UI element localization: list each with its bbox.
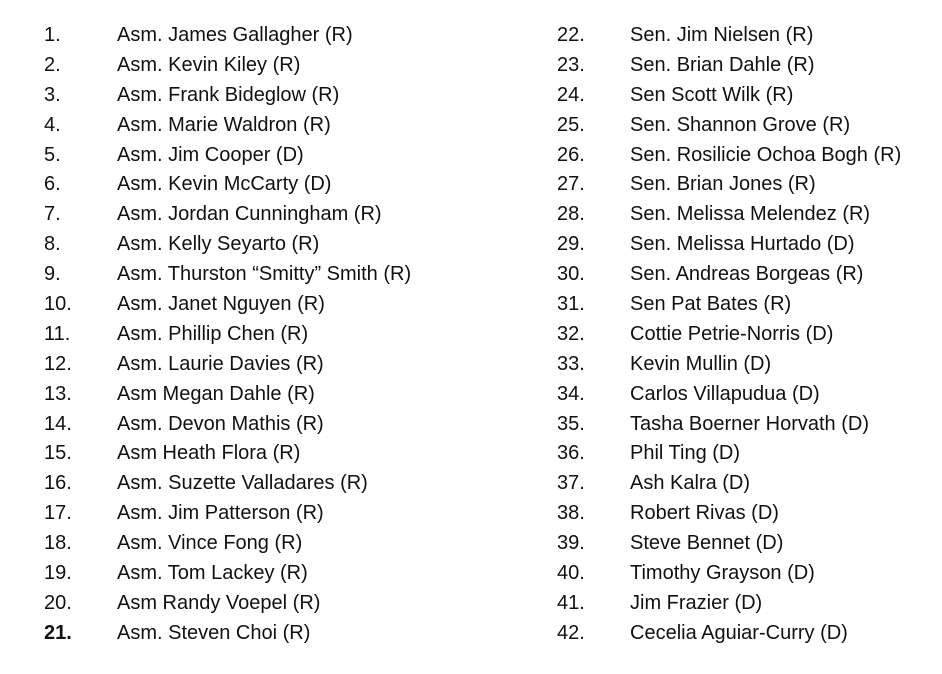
item-number: 13. [44, 382, 72, 405]
item-number: 40. [557, 562, 585, 585]
item-number: 6. [44, 173, 61, 196]
item-number: 30. [557, 263, 585, 286]
legislator-name: Asm. Jordan Cunningham (R) [117, 203, 382, 226]
legislator-name: Sen Scott Wilk (R) [630, 83, 794, 106]
legislator-name: Cecelia Aguiar-Curry (D) [630, 621, 848, 644]
item-number: 12. [44, 352, 72, 375]
item-number: 31. [557, 293, 585, 316]
legislator-name: Asm. Tom Lackey (R) [117, 562, 308, 585]
list-item [557, 200, 937, 230]
legislator-name: Asm. Kevin Kiley (R) [117, 53, 301, 76]
item-number: 34. [557, 382, 585, 405]
list-item [44, 170, 504, 200]
list-item [557, 230, 937, 260]
item-number: 15. [44, 442, 72, 465]
list-item [44, 529, 504, 559]
item-number: 20. [44, 591, 72, 614]
item-number: 3. [44, 83, 61, 106]
item-number: 2. [44, 53, 61, 76]
left-column-list [44, 21, 504, 649]
legislator-name: Ash Kalra (D) [630, 472, 751, 495]
legislator-name: Sen. Melissa Hurtado (D) [630, 233, 855, 256]
item-number: 8. [44, 233, 61, 256]
list-item [557, 469, 937, 499]
legislator-name: Sen. Brian Dahle (R) [630, 53, 815, 76]
list-item [557, 529, 937, 559]
legislator-name: Asm Megan Dahle (R) [117, 382, 315, 405]
list-item [557, 619, 937, 649]
list-item [557, 499, 937, 529]
list-item [557, 290, 937, 320]
item-number: 16. [44, 472, 72, 495]
legislator-name: Asm. Vince Fong (R) [117, 532, 303, 555]
legislator-name: Sen. Brian Jones (R) [630, 173, 816, 196]
legislator-name: Phil Ting (D) [630, 442, 741, 465]
item-number: 22. [557, 24, 585, 46]
item-number: 37. [557, 472, 585, 495]
list-item [44, 260, 504, 290]
item-number: 9. [44, 263, 61, 286]
item-number: 35. [557, 412, 585, 435]
legislator-name: Asm. Marie Waldron (R) [117, 113, 331, 136]
item-number: 26. [557, 143, 585, 166]
legislator-name: Asm. Suzette Valladares (R) [117, 472, 368, 495]
legislator-name: Jim Frazier (D) [630, 591, 763, 614]
legislator-name: Sen. Rosilicie Ochoa Bogh (R) [630, 143, 902, 166]
list-item [557, 380, 937, 410]
list-item [44, 141, 504, 171]
list-item [44, 589, 504, 619]
legislator-name: Asm. James Gallagher (R) [117, 24, 353, 46]
legislator-name: Asm. Janet Nguyen (R) [117, 293, 325, 316]
item-number: 24. [557, 83, 585, 106]
list-item [44, 619, 504, 649]
item-number: 21. [44, 621, 72, 644]
item-number: 19. [44, 562, 72, 585]
item-number: 38. [557, 502, 585, 525]
list-item [44, 380, 504, 410]
list-item [44, 350, 504, 380]
legislator-name: Asm. Thurston “Smitty” Smith (R) [117, 263, 412, 286]
legislator-name: Steve Bennet (D) [630, 532, 784, 555]
list-item [557, 111, 937, 141]
list-item [44, 51, 504, 81]
item-number: 11. [44, 322, 71, 345]
legislator-name: Asm. Kevin McCarty (D) [117, 173, 332, 196]
legislator-name: Cottie Petrie-Norris (D) [630, 322, 834, 345]
item-number: 7. [44, 203, 61, 226]
item-number: 1. [44, 24, 61, 46]
list-item [557, 350, 937, 380]
item-number: 42. [557, 621, 585, 644]
list-item [44, 499, 504, 529]
legislator-name: Robert Rivas (D) [630, 502, 779, 525]
right-column-list [557, 21, 937, 649]
list-item [44, 469, 504, 499]
legislator-name: Asm. Phillip Chen (R) [117, 322, 309, 345]
item-number: 32. [557, 322, 585, 345]
legislator-name: Asm Heath Flora (R) [117, 442, 301, 465]
list-item [44, 410, 504, 440]
list-item [44, 200, 504, 230]
item-number: 39. [557, 532, 585, 555]
item-number: 5. [44, 143, 61, 166]
list-item [44, 111, 504, 141]
item-number: 36. [557, 442, 585, 465]
item-number: 14. [44, 412, 72, 435]
list-item [557, 81, 937, 111]
item-number: 17. [44, 502, 72, 525]
list-item [44, 21, 504, 51]
list-item [557, 410, 937, 440]
list-item [557, 589, 937, 619]
list-item [44, 290, 504, 320]
item-number: 29. [557, 233, 585, 256]
legislator-name: Sen Pat Bates (R) [630, 293, 792, 316]
list-item [557, 141, 937, 171]
legislator-name: Tasha Boerner Horvath (D) [630, 412, 869, 435]
legislator-name: Sen. Jim Nielsen (R) [630, 24, 814, 46]
legislator-name: Asm. Kelly Seyarto (R) [117, 233, 320, 256]
list-item [557, 21, 937, 51]
item-number: 25. [557, 113, 585, 136]
list-item [44, 320, 504, 350]
list-item [44, 559, 504, 589]
legislator-name: Kevin Mullin (D) [630, 352, 772, 375]
item-number: 4. [44, 113, 61, 136]
item-number: 33. [557, 352, 585, 375]
list-item [44, 230, 504, 260]
legislator-name: Asm. Jim Patterson (R) [117, 502, 324, 525]
legislator-name: Sen. Andreas Borgeas (R) [630, 263, 864, 286]
list-item [557, 170, 937, 200]
list-item [44, 81, 504, 111]
list-item [557, 260, 937, 290]
legislator-name: Asm. Devon Mathis (R) [117, 412, 324, 435]
legislator-name: Asm. Steven Choi (R) [117, 621, 311, 644]
item-number: 28. [557, 203, 585, 226]
legislator-name: Sen. Melissa Melendez (R) [630, 203, 871, 226]
legislator-name: Sen. Shannon Grove (R) [630, 113, 851, 136]
item-number: 27. [557, 173, 585, 196]
list-item [557, 559, 937, 589]
item-number: 41. [557, 591, 585, 614]
legislator-name: Asm. Frank Bideglow (R) [117, 83, 340, 106]
legislator-name: Asm Randy Voepel (R) [117, 591, 321, 614]
legislator-name: Asm. Jim Cooper (D) [117, 143, 304, 166]
legislator-name: Timothy Grayson (D) [630, 562, 815, 585]
item-number: 18. [44, 532, 72, 555]
list-item [557, 51, 937, 81]
legislator-name: Carlos Villapudua (D) [630, 382, 820, 405]
item-number: 10. [44, 293, 72, 316]
list-item [557, 439, 937, 469]
item-number: 23. [557, 53, 585, 76]
legislator-name: Asm. Laurie Davies (R) [117, 352, 324, 375]
list-item [557, 320, 937, 350]
list-item [44, 439, 504, 469]
